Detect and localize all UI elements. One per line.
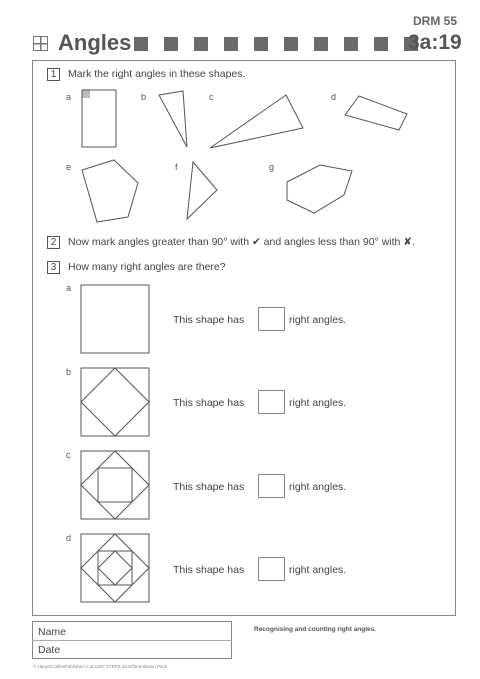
shape-e-pentagon xyxy=(82,160,138,222)
name-label: Name xyxy=(38,626,67,638)
shape-label-c: c xyxy=(209,92,214,102)
figure-label-d: d xyxy=(66,533,72,543)
figure-label-a: a xyxy=(66,283,72,293)
shape-d-quadrilateral xyxy=(345,96,407,130)
figure-d-inner-diamond xyxy=(98,551,132,585)
row-d-prefix: This shape has xyxy=(173,564,245,576)
sheet-code: DRM 55 xyxy=(413,14,458,28)
row-d-suffix: right angles. xyxy=(289,564,347,576)
question-1-number: 1 xyxy=(47,68,60,81)
copyright-notice: © HarperCollinsPublishers Ltd 1997 STEPS 3a Differentiation Pack xyxy=(33,664,168,669)
shape-label-f: f xyxy=(175,162,178,172)
shape-c-triangle xyxy=(210,95,303,148)
shape-label-b: b xyxy=(141,92,147,102)
answer-box-a[interactable] xyxy=(258,307,285,331)
figure-d-middle-square xyxy=(98,551,132,585)
question-3-text: How many right angles are there? xyxy=(68,261,226,273)
row-b-prefix: This shape has xyxy=(173,397,245,409)
row-b-suffix: right angles. xyxy=(289,397,347,409)
shape-f-triangle xyxy=(187,162,217,219)
shape-a-rectangle xyxy=(82,90,116,147)
shape-label-a: a xyxy=(66,92,72,102)
figure-c-diamond xyxy=(81,451,149,519)
unit-code: 3a:19 xyxy=(408,31,462,54)
shape-label-d: d xyxy=(331,92,337,102)
question-2-text: Now mark angles greater than 90° with ✔ and angles less than 90° with ✘. xyxy=(68,236,416,248)
figure-d-outer-square xyxy=(81,534,149,602)
figure-a-square xyxy=(81,285,149,353)
shape-g-hexagon xyxy=(287,165,352,213)
answer-box-c[interactable] xyxy=(258,474,285,498)
row-c-suffix: right angles. xyxy=(289,481,347,493)
question-1-text: Mark the right angles in these shapes. xyxy=(68,68,246,80)
answer-box-d[interactable] xyxy=(258,557,285,581)
figure-c-inner-square xyxy=(98,468,132,502)
row-c-prefix: This shape has xyxy=(173,481,245,493)
figure-label-b: b xyxy=(66,367,72,377)
question-3-number: 3 xyxy=(47,261,60,274)
shape-label-g: g xyxy=(269,162,275,172)
figure-c-outer-square xyxy=(81,451,149,519)
question-2-number: 2 xyxy=(47,236,60,249)
figure-label-c: c xyxy=(66,450,71,460)
figure-d-diamond xyxy=(81,534,149,602)
date-label: Date xyxy=(38,644,61,656)
shape-a-example-mark xyxy=(82,90,90,98)
page-title: Angles xyxy=(58,30,132,55)
worksheet-caption: Recognising and counting right angles. xyxy=(254,626,377,633)
shape-label-e: e xyxy=(66,162,72,172)
answer-box-b[interactable] xyxy=(258,390,285,414)
row-a-suffix: right angles. xyxy=(289,314,347,326)
footer-divider xyxy=(32,640,232,641)
row-a-prefix: This shape has xyxy=(173,314,245,326)
figure-b-inner-diamond xyxy=(81,368,149,436)
figure-b-outer-square xyxy=(81,368,149,436)
shape-b-triangle xyxy=(159,91,187,147)
